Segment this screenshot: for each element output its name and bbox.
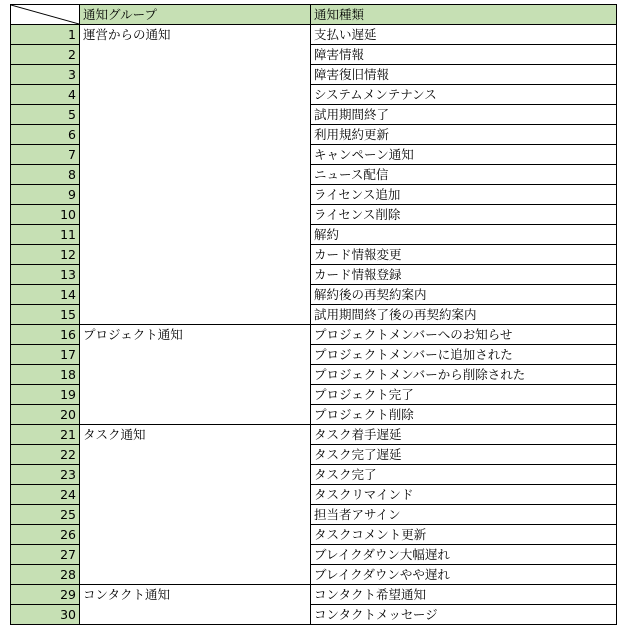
- row-number-cell[interactable]: 1: [11, 25, 80, 45]
- group-cell[interactable]: [80, 65, 311, 85]
- type-cell[interactable]: タスク完了: [311, 465, 617, 485]
- type-cell[interactable]: プロジェクト削除: [311, 405, 617, 425]
- type-cell[interactable]: 試用期間終了: [311, 105, 617, 125]
- table-row: [11, 465, 617, 485]
- header-row: [11, 5, 617, 25]
- row-number-cell[interactable]: 6: [11, 125, 80, 145]
- group-cell[interactable]: [80, 225, 311, 245]
- table-row: [11, 325, 617, 345]
- group-cell[interactable]: [80, 245, 311, 265]
- group-cell[interactable]: [80, 485, 311, 505]
- table-row: [11, 145, 617, 165]
- table-row: [11, 245, 617, 265]
- table-row: [11, 65, 617, 85]
- group-cell[interactable]: [80, 345, 311, 365]
- type-cell[interactable]: ブレイクダウンやや遅れ: [311, 565, 617, 585]
- type-cell[interactable]: タスク完了遅延: [311, 445, 617, 465]
- type-cell[interactable]: 障害情報: [311, 45, 617, 65]
- table-row: [11, 545, 617, 565]
- type-cell[interactable]: 利用規約更新: [311, 125, 617, 145]
- group-cell[interactable]: [80, 85, 311, 105]
- table-row: [11, 85, 617, 105]
- type-cell[interactable]: プロジェクトメンバーから削除された: [311, 365, 617, 385]
- table-row: [11, 305, 617, 325]
- table-row: [11, 405, 617, 425]
- row-number-cell[interactable]: 19: [11, 385, 80, 405]
- row-number-cell[interactable]: 4: [11, 85, 80, 105]
- type-cell[interactable]: プロジェクトメンバーへのお知らせ: [311, 325, 617, 345]
- group-cell[interactable]: プロジェクト通知: [80, 325, 311, 345]
- group-cell[interactable]: コンタクト通知: [80, 585, 311, 605]
- group-cell[interactable]: [80, 45, 311, 65]
- table-row: [11, 525, 617, 545]
- type-cell[interactable]: タスク着手遅延: [311, 425, 617, 445]
- type-cell[interactable]: カード情報変更: [311, 245, 617, 265]
- table-row: [11, 345, 617, 365]
- row-number-cell[interactable]: 12: [11, 245, 80, 265]
- table-row: [11, 185, 617, 205]
- table-row: [11, 385, 617, 405]
- type-cell[interactable]: ライセンス削除: [311, 205, 617, 225]
- table-row: [11, 125, 617, 145]
- group-cell[interactable]: [80, 145, 311, 165]
- group-cell[interactable]: [80, 105, 311, 125]
- group-cell[interactable]: [80, 525, 311, 545]
- row-number-cell[interactable]: 15: [11, 305, 80, 325]
- table-row: [11, 365, 617, 385]
- type-cell[interactable]: 解約: [311, 225, 617, 245]
- notification-table: [10, 4, 617, 625]
- row-number-cell[interactable]: 10: [11, 205, 80, 225]
- group-cell[interactable]: 運営からの通知: [80, 25, 311, 45]
- type-column-header[interactable]: 通知種類: [311, 5, 617, 25]
- group-cell[interactable]: [80, 205, 311, 225]
- group-cell[interactable]: [80, 445, 311, 465]
- row-number-cell[interactable]: 11: [11, 225, 80, 245]
- row-number-cell[interactable]: 30: [11, 605, 80, 625]
- table-row: [11, 225, 617, 245]
- type-cell[interactable]: 試用期間終了後の再契約案内: [311, 305, 617, 325]
- type-cell[interactable]: システムメンテナンス: [311, 85, 617, 105]
- row-number-cell[interactable]: 27: [11, 545, 80, 565]
- row-number-cell[interactable]: 8: [11, 165, 80, 185]
- row-number-cell[interactable]: 13: [11, 265, 80, 285]
- row-number-cell[interactable]: 28: [11, 565, 80, 585]
- type-cell[interactable]: カード情報登録: [311, 265, 617, 285]
- type-cell[interactable]: 支払い遅延: [311, 25, 617, 45]
- row-number-cell[interactable]: 17: [11, 345, 80, 365]
- row-number-cell[interactable]: 5: [11, 105, 80, 125]
- group-cell[interactable]: [80, 165, 311, 185]
- type-cell[interactable]: 解約後の再契約案内: [311, 285, 617, 305]
- row-number-cell[interactable]: 3: [11, 65, 80, 85]
- type-cell[interactable]: コンタクトメッセージ: [311, 605, 617, 625]
- group-cell[interactable]: [80, 125, 311, 145]
- table-row: [11, 445, 617, 465]
- group-cell[interactable]: [80, 265, 311, 285]
- table-row: [11, 485, 617, 505]
- row-number-cell[interactable]: 9: [11, 185, 80, 205]
- group-column-header[interactable]: 通知グループ: [80, 5, 311, 25]
- row-number-cell[interactable]: 2: [11, 45, 80, 65]
- row-number-cell[interactable]: 20: [11, 405, 80, 425]
- row-number-cell[interactable]: 25: [11, 505, 80, 525]
- table-row: [11, 25, 617, 45]
- table-row: [11, 565, 617, 585]
- table-row: [11, 505, 617, 525]
- group-cell[interactable]: [80, 405, 311, 425]
- table-row: [11, 285, 617, 305]
- table-row: [11, 105, 617, 125]
- type-cell[interactable]: 担当者アサイン: [311, 505, 617, 525]
- group-cell[interactable]: [80, 545, 311, 565]
- row-number-cell[interactable]: 23: [11, 465, 80, 485]
- group-cell[interactable]: [80, 305, 311, 325]
- group-cell[interactable]: [80, 565, 311, 585]
- row-number-cell[interactable]: 24: [11, 485, 80, 505]
- type-cell[interactable]: タスクリマインド: [311, 485, 617, 505]
- table-row: [11, 165, 617, 185]
- table-row: [11, 605, 617, 625]
- type-cell[interactable]: 障害復旧情報: [311, 65, 617, 85]
- table-row: [11, 585, 617, 605]
- row-number-cell[interactable]: 7: [11, 145, 80, 165]
- group-cell[interactable]: [80, 605, 311, 625]
- table-row: [11, 45, 617, 65]
- type-cell[interactable]: タスクコメント更新: [311, 525, 617, 545]
- type-cell[interactable]: キャンペーン通知: [311, 145, 617, 165]
- row-number-cell[interactable]: 16: [11, 325, 80, 345]
- type-cell[interactable]: ライセンス追加: [311, 185, 617, 205]
- table-row: [11, 425, 617, 445]
- type-cell[interactable]: ニュース配信: [311, 165, 617, 185]
- group-cell[interactable]: [80, 185, 311, 205]
- group-cell[interactable]: タスク通知: [80, 425, 311, 445]
- row-number-cell[interactable]: 22: [11, 445, 80, 465]
- row-number-cell[interactable]: 26: [11, 525, 80, 545]
- notification-table-body: [11, 5, 617, 625]
- row-number-cell[interactable]: 18: [11, 365, 80, 385]
- type-cell[interactable]: プロジェクト完了: [311, 385, 617, 405]
- type-cell[interactable]: プロジェクトメンバーに追加された: [311, 345, 617, 365]
- type-cell[interactable]: コンタクト希望通知: [311, 585, 617, 605]
- row-number-cell[interactable]: 14: [11, 285, 80, 305]
- row-number-cell[interactable]: 29: [11, 585, 80, 605]
- table-row: [11, 205, 617, 225]
- corner-cell: [11, 5, 80, 25]
- group-cell[interactable]: [80, 465, 311, 485]
- group-cell[interactable]: [80, 505, 311, 525]
- group-cell[interactable]: [80, 365, 311, 385]
- table-row: [11, 265, 617, 285]
- group-cell[interactable]: [80, 385, 311, 405]
- diagonal-line-icon: [11, 5, 79, 24]
- type-cell[interactable]: ブレイクダウン大幅遅れ: [311, 545, 617, 565]
- row-number-cell[interactable]: 21: [11, 425, 80, 445]
- group-cell[interactable]: [80, 285, 311, 305]
